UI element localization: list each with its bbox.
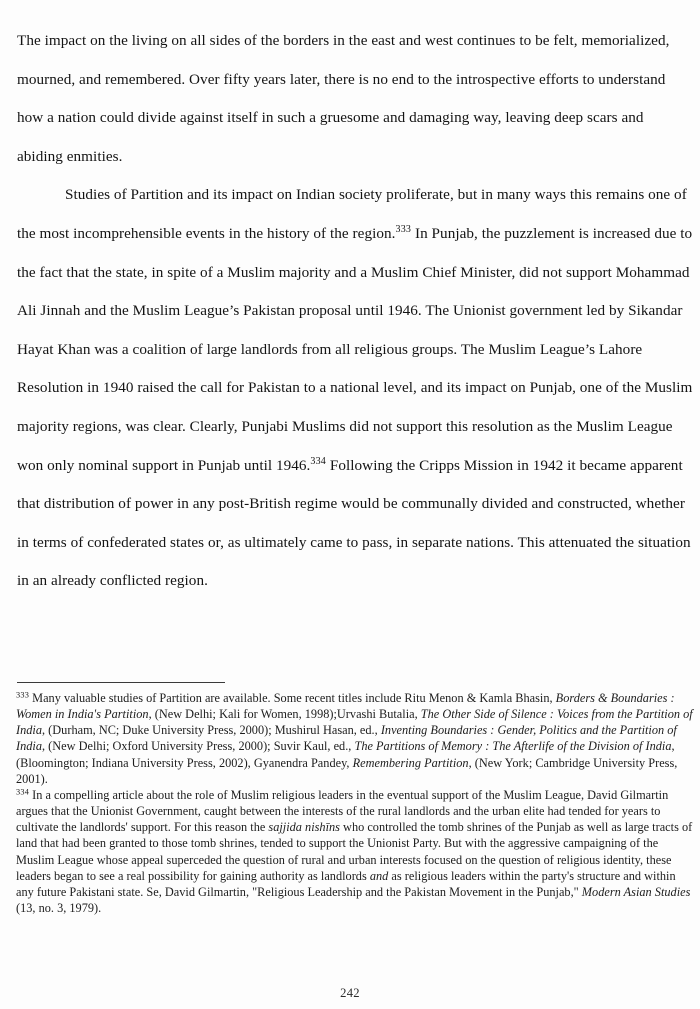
footnote-reference-334[interactable]: 334 (310, 455, 327, 467)
footnotes-block (16, 690, 694, 916)
paragraph-2-segment-3: Following the Cripps Mission in 1942 it became apparent that distribution of power in any post-British regime would be communally divided and constructed, whether in terms of confederated states or, as ultimately came to pass, in separate nations. This attenuated the situation in an already conflicted region. (17, 456, 691, 590)
paragraph-2-segment-1: Studies of Partition and its impact on Indian society proliferate, but in many ways this remains one of the most incomprehensible events in the history of the region. (17, 186, 687, 242)
body-text-block (17, 22, 693, 601)
paragraph-2-segment-2: In Punjab, the puzzlement is increased due to the fact that the state, in spite of a Muslim majority and a Muslim Chief Minister, did not support Mohammad Ali Jinnah and the Muslim League’s Pakistan proposal until 1946. The Unionist government led by Sikandar Hayat Khan was a coalition of large landlords from all religious groups. The Muslim League’s Lahore Resolution in 1940 raised the call for Pakistan to a national level, and its impact on Punjab, one of the Muslim majority regions, was clear. Clearly, Punjabi Muslims did not support this resolution as the Muslim League won only nominal support in Punjab until 1946. (17, 224, 693, 474)
footnote-334-text: In a compelling article about the role of Muslim religious leaders in the eventual support of the Muslim League, David Gilmartin argues that the Unionist Government, caught between the interests of the rural landlords and the urban elite had tended for years to cultivate the landlords' support. For this reason the sajjida nishīns who controlled the tomb shrines of the Punjab as well as large tracts of land that had been granted to those tomb shrines, tended to support the Unionist Party. But with the aggressive campaigning of the Muslim League whose appeal superceded the question of rural and urban interests focused on the question of religious identity, these leaders began to see a real possibility for gaining authority as landlords and as religious leaders within the party's structure and within any future Pakistani state. Se, David Gilmartin, "Religious Leadership and the Pakistan Movement in the Punjab," Modern Asian Studies (13, no. 3, 1979). (16, 787, 693, 916)
body-paragraph-1: The impact on the living on all sides of the borders in the east and west continues to be felt, memorialized, mourned, and remembered. Over fifty years later, there is no end to the introspective efforts to understand how a nation could divide against itself in such a gruesome and damaging way, leaving deep scars and abiding enmities. (17, 32, 670, 165)
footnote-334 (16, 787, 694, 916)
footnote-separator-rule (17, 682, 225, 683)
footnote-reference-333[interactable]: 333 (395, 223, 412, 235)
body-paragraph-2 (17, 176, 693, 601)
page-number: 242 (340, 986, 360, 1000)
footnote-333 (16, 690, 694, 787)
footnote-333-text: Many valuable studies of Partition are available. Some recent titles include Ritu Menon & Kamla Bhasin, Borders & Boundaries : Women in India's Partition, (New Delhi; Kali for Women, 1998);Urvashi Butalia, The Other Side of Silence : Voices from the Partition of India, (Durham, NC; Duke University Press, 2000); Mushirul Hasan, ed., Inventing Boundaries : Gender, Politics and the Partition of India, (New Delhi; Oxford University Press, 2000); Suvir Kaul, ed., The Partitions of Memory : The Afterlife of the Division of India, (Bloomington; Indiana University Press, 2002), Gyanendra Pandey, Remembering Partition, (New York; Cambridge University Press, 2001). (16, 691, 693, 786)
footnote-333-number: 333 (16, 690, 30, 700)
footnote-334-number: 334 (16, 787, 30, 797)
